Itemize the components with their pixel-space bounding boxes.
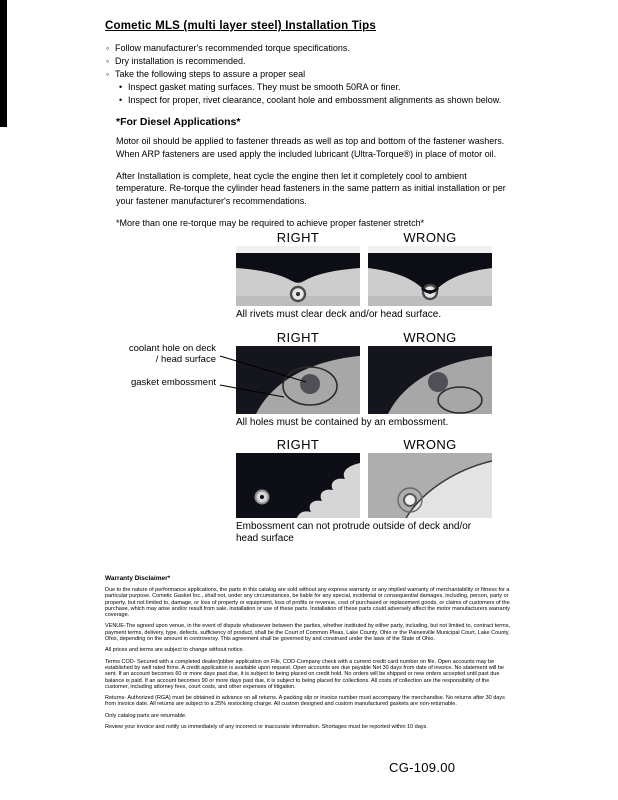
diagram-headers <box>236 230 492 246</box>
embossment-wrong-illustration <box>368 453 492 518</box>
page-code: CG-109.00 <box>389 760 456 775</box>
diagram-headers <box>236 330 492 346</box>
tips-item <box>106 68 526 81</box>
tips-list <box>106 42 526 107</box>
diesel-section <box>116 116 518 230</box>
tips-sub-item-text: Inspect gasket mating surfaces. They must be smooth 50RA or finer. <box>128 82 401 92</box>
tips-item-text: Dry installation is recommended. <box>115 56 246 66</box>
rivet-clearance-right-illustration <box>236 246 360 306</box>
right-label: RIGHT <box>276 330 320 345</box>
open-bullet-icon: ◦ <box>106 69 110 79</box>
warranty-paragraph: Returns- Authorized (RGA) must be obtained in advance on all returns. A packing slip or invoice number must accompany the merchandise. No returns after 30 days from invoice date. All returns are subject to a 25% restocking charge. All custom designed and custom manufactured gaskets are non-returnable. <box>105 695 505 708</box>
coolant-hole-callout: coolant hole on deck / head surface <box>128 343 216 365</box>
diesel-heading: *For Diesel Applications* <box>116 116 241 128</box>
page-title: Cometic MLS (multi layer steel) Installation Tips <box>105 20 376 32</box>
coolant-hole-wrong-illustration <box>368 346 492 414</box>
tips-item-text: Take the following steps to assure a proper seal <box>115 69 306 79</box>
tips-item <box>106 42 526 55</box>
callout-leader-lines <box>218 350 310 402</box>
diagram-images <box>236 246 492 306</box>
warranty-paragraph: Only catalog parts are returnable. <box>105 712 187 719</box>
embossment-right-illustration <box>236 453 360 518</box>
diagram-images <box>236 453 492 518</box>
embossment-caption: Embossment can not protrude outside of deck and/or head surface <box>236 521 472 544</box>
tips-sub-item <box>119 94 526 107</box>
open-bullet-icon: ◦ <box>106 43 110 53</box>
warranty-paragraph: Review your invoice and notify us immediately of any incorrect or inaccurate information. Shortages must be reported within 10 days. <box>105 724 428 731</box>
diesel-paragraph-1: Motor oil should be applied to fastener threads as well as top and bottom of the fastener washers. When ARP fasteners are used apply the included lubricant (Ultra-Torque®) in place of motor oil. <box>116 136 505 159</box>
rivet-caption: All rivets must clear deck and/or head surface. <box>236 309 442 320</box>
warranty-disclaimer <box>105 575 513 735</box>
rivet-clearance-wrong-illustration <box>368 246 492 306</box>
wrong-label: WRONG <box>403 330 457 345</box>
gasket-embossment-callout: gasket embossment <box>130 377 216 388</box>
warranty-heading: Warranty Disclaimer* <box>105 575 171 582</box>
wrong-label: WRONG <box>403 437 457 452</box>
open-bullet-icon: ◦ <box>106 56 110 66</box>
coolant-caption: All holes must be contained by an embossment. <box>236 417 449 428</box>
tips-sub-item-text: Inspect for proper, rivet clearance, coolant hole and embossment alignments as shown below. <box>128 95 502 105</box>
rivet-diagram-row <box>236 230 492 321</box>
warranty-paragraph: Due to the nature of performance applications, the parts in this catalog are sold without any express warranty or any implied warranty of merchantability or fitness for a particular purpose. Cometic Gasket Inc., shall not, under any circumstances, be liable for any special, incidental or consequential damages, including, person, party or property, but not limited to, damage, or loss of property or equipment, loss of profits or revenue, cost of purchased or replacement goods, or claims of customers of the purchase, which may arise and/or result from sale, installation or use of these parts. Installation of these parts could adversely affect the motor manufacturers warranty coverage. <box>105 587 510 619</box>
diagram-headers <box>236 437 492 453</box>
right-label: RIGHT <box>276 230 320 245</box>
warranty-paragraph: VENUE-The agreed upon venue, in the event of dispute whatsoever between the parties, whether instituted by either party, including, but not limited to, contract terms, payment terms, delivery, type, defects, sufficiency of product, shall be the Court of Common Pleas, Lake County, Ohio or the Painesville Municipal Court, Lake County, Ohio, depending on the amount in controversy. This agreement shall be governed by and construed under the laws of the State of Ohio. <box>105 623 510 643</box>
diesel-paragraph-2: After Installation is complete, heat cycle the engine then let it completely cool to ambient temperature. Re-torque the cylinder head fasteners in the same pattern as initial installation or per your fastener manufacturer's recommendations. <box>116 170 506 207</box>
filled-bullet-icon: • <box>119 82 123 92</box>
wrong-label: WRONG <box>403 230 457 245</box>
tips-item-text: Follow manufacturer's recommended torque specifications. <box>115 43 350 53</box>
right-label: RIGHT <box>276 437 320 452</box>
page-edge-mark <box>0 0 7 127</box>
warranty-paragraph: Terms COD- Secured with a completed dealer/jobber application on File, COD-Company check with a current credit card number on file. Open accounts may be established by well rated firms. A credit application is available upon request. Open accounts are due payable Net 30 days from date of invoice. No statement will be sent. If an account becomes 60 or more days past due, it is subject to being placed on credit hold. No orders will be shipped or new orders accepted until past due balance is paid. If an account becomes 90 or more days past due, it is subject to being placed for collections. All costs of collection are the responsibility of the customer, including attorney fees, court costs, and other expenses of litigation. <box>105 658 504 690</box>
filled-bullet-icon: • <box>119 95 123 105</box>
warranty-paragraph: All prices and terms are subject to change without notice. <box>105 647 245 654</box>
embossment-diagram-row <box>236 437 492 545</box>
tips-sub-item <box>119 81 526 94</box>
retorque-note: *More than one re-torque may be required to achieve proper fastener stretch* <box>116 217 425 228</box>
tips-item <box>106 55 526 68</box>
